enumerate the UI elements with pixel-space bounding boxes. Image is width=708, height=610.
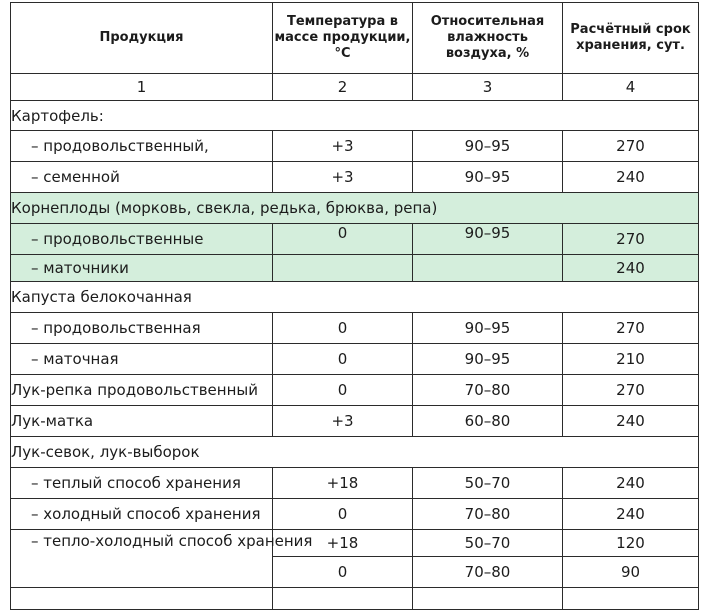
product-name: – продовольственные <box>11 224 273 255</box>
table-row <box>11 499 699 530</box>
column-number: 4 <box>563 74 699 101</box>
table-row-group <box>11 437 699 468</box>
product-name: – холодный способ хранения <box>11 499 273 530</box>
column-number: 1 <box>11 74 273 101</box>
days-cell: 210 <box>563 344 699 375</box>
humidity-cell <box>413 255 563 282</box>
table-row <box>11 162 699 193</box>
header-humidity: Относительная влажность воздуха, % <box>413 3 563 74</box>
temperature-cell: +18 <box>273 530 413 557</box>
product-name: Лук-матка <box>11 406 273 437</box>
group-title: Картофель: <box>11 101 699 131</box>
empty-cell <box>413 588 563 610</box>
humidity-cell: 70–80 <box>413 375 563 406</box>
table-row <box>11 313 699 344</box>
temperature-cell: 0 <box>273 557 413 588</box>
table-row-group <box>11 101 699 131</box>
table-row-cut <box>11 588 699 610</box>
days-cell: 240 <box>563 162 699 193</box>
table-row <box>11 468 699 499</box>
days-cell: 270 <box>563 224 699 255</box>
header-row <box>11 3 699 74</box>
temperature-cell: 0 <box>273 224 413 255</box>
empty-cell <box>11 588 273 610</box>
temperature-cell: +3 <box>273 406 413 437</box>
days-cell: 240 <box>563 255 699 282</box>
table-row-group <box>11 282 699 313</box>
temperature-cell: 0 <box>273 313 413 344</box>
product-name: – маточники <box>11 255 273 282</box>
humidity-cell: 70–80 <box>413 499 563 530</box>
humidity-cell: 90–95 <box>413 344 563 375</box>
days-cell: 270 <box>563 375 699 406</box>
header-product: Продукция <box>11 3 273 74</box>
table-row-group-highlighted <box>11 193 699 224</box>
table-row <box>11 375 699 406</box>
days-cell: 270 <box>563 313 699 344</box>
product-name: – продовольственная <box>11 313 273 344</box>
temperature-cell: +18 <box>273 468 413 499</box>
product-name: – теплый способ хранения <box>11 468 273 499</box>
empty-cell <box>273 588 413 610</box>
humidity-cell: 90–95 <box>413 224 563 255</box>
column-number-row <box>11 74 699 101</box>
group-title: Капуста белокочанная <box>11 282 699 313</box>
column-number: 2 <box>273 74 413 101</box>
table-row <box>11 131 699 162</box>
humidity-cell: 90–95 <box>413 313 563 344</box>
days-cell: 120 <box>563 530 699 557</box>
humidity-cell: 50–70 <box>413 468 563 499</box>
days-cell: 240 <box>563 499 699 530</box>
table-row-highlighted <box>11 255 699 282</box>
table-row-highlighted <box>11 224 699 255</box>
humidity-cell: 50–70 <box>413 530 563 557</box>
humidity-cell: 70–80 <box>413 557 563 588</box>
temperature-cell <box>273 255 413 282</box>
storage-table <box>10 2 699 610</box>
days-cell: 240 <box>563 406 699 437</box>
days-cell: 240 <box>563 468 699 499</box>
table-row <box>11 406 699 437</box>
header-storage-days: Расчётный срок хранения, сут. <box>563 3 699 74</box>
header-temperature: Температура в массе продукции, °С <box>273 3 413 74</box>
humidity-cell: 90–95 <box>413 131 563 162</box>
temperature-cell: +3 <box>273 131 413 162</box>
table-row <box>11 344 699 375</box>
temperature-cell: +3 <box>273 162 413 193</box>
product-name: Лук-репка продовольственный <box>11 375 273 406</box>
group-title: Корнеплоды (морковь, свекла, редька, брюква, репа) <box>11 193 699 224</box>
column-number: 3 <box>413 74 563 101</box>
group-title: Лук-севок, лук-выборок <box>11 437 699 468</box>
temperature-cell: 0 <box>273 499 413 530</box>
table-row <box>11 530 699 557</box>
empty-cell <box>563 588 699 610</box>
days-cell: 270 <box>563 131 699 162</box>
days-cell: 90 <box>563 557 699 588</box>
temperature-cell: 0 <box>273 344 413 375</box>
product-name: – семенной <box>11 162 273 193</box>
temperature-cell: 0 <box>273 375 413 406</box>
product-name: – продовольственный, <box>11 131 273 162</box>
product-name: – тепло-холодный способ хранения <box>11 530 273 588</box>
humidity-cell: 90–95 <box>413 162 563 193</box>
humidity-cell: 60–80 <box>413 406 563 437</box>
product-name: – маточная <box>11 344 273 375</box>
